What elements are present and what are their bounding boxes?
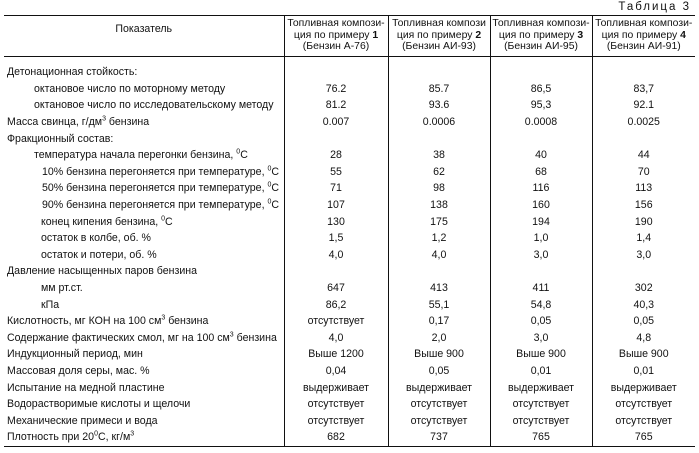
table-caption: Таблица 3 [618, 1, 691, 13]
value-cell-example-3: выдерживает [490, 380, 592, 397]
table-row [4, 197, 695, 214]
value-cell-example-3: 68 [490, 164, 592, 181]
header-example-number: 1 [372, 29, 379, 41]
value-cell-example-3: 95,3 [490, 98, 592, 115]
header-line2-text: ция по примеру [498, 29, 578, 41]
value-cell-example-4: 190 [592, 214, 695, 231]
value-cell-example-4: 4,8 [592, 330, 695, 347]
value-cell-example-1: отсутствует [284, 313, 388, 330]
table-row [4, 65, 695, 82]
row-label-text: Водорастворимые кислоты и щелочи [7, 398, 191, 411]
value-cell-example-4 [592, 264, 695, 281]
header-line2 [389, 30, 490, 42]
value-cell-example-1: выдерживает [284, 380, 388, 397]
row-label-text: Давление насыщенных паров бензина [7, 265, 198, 278]
header-line3: (Бензин АИ-91) [606, 41, 681, 52]
value-cell-example-2: 85.7 [388, 81, 490, 98]
value-cell-example-3: отсутствует [490, 413, 592, 430]
value-cell-example-3 [490, 264, 592, 281]
value-cell-example-2: 138 [388, 197, 490, 214]
row-label-suffix: C [240, 149, 248, 162]
row-label-text: Фракционный состав: [7, 132, 114, 145]
header-line2-text: ция по примеру [601, 29, 681, 41]
value-cell-example-4: 765 [592, 430, 695, 447]
value-cell-example-4: 0,01 [592, 363, 695, 380]
table-row [4, 380, 695, 397]
row-label-suffix: бензина [105, 116, 150, 129]
value-cell-example-3: 116 [490, 181, 592, 198]
value-cell-example-4: отсутствует [592, 413, 695, 430]
value-cell-example-2: 55,1 [388, 297, 490, 314]
row-label [4, 81, 284, 98]
value-cell-example-2 [388, 65, 490, 82]
value-cell-example-1: отсутствует [284, 413, 388, 430]
value-cell-example-1: 130 [284, 214, 388, 231]
row-label-text: Испытание на медной пластине [7, 381, 165, 394]
row-label-text: остаток и потери, об. % [41, 248, 157, 261]
value-cell-example-1: 107 [284, 197, 388, 214]
value-cell-example-2: 413 [388, 280, 490, 297]
value-cell-example-1: 1,5 [284, 230, 388, 247]
header-line2 [491, 30, 592, 42]
table-row [4, 413, 695, 430]
value-cell-example-3: 0,05 [490, 313, 592, 330]
row-label [4, 247, 284, 264]
row-label-superscript: 0 [94, 430, 98, 438]
row-label-text: температура начала перегонки бензина, [34, 149, 237, 162]
header-example-number: 2 [475, 29, 482, 41]
value-cell-example-4: Выше 900 [592, 347, 695, 364]
header-line3: (Бензин АИ-93) [402, 41, 476, 52]
value-cell-example-3 [490, 131, 592, 148]
row-label-text: Масса свинца, г/дм [7, 116, 103, 129]
row-label-text: Механические примеси и вода [7, 414, 158, 427]
row-label-suffix: бензина [233, 331, 277, 344]
row-label-text: Плотность при 20 [7, 431, 95, 444]
value-cell-example-2: 4,0 [388, 247, 490, 264]
value-cell-example-4: 3,0 [592, 247, 695, 264]
row-label-text: Массовая доля серы, мас. % [7, 364, 150, 377]
row-label [4, 396, 284, 413]
spacer-cell [4, 56, 284, 65]
value-cell-example-4: 92.1 [592, 98, 695, 115]
value-cell-example-2: выдерживает [388, 380, 490, 397]
value-cell-example-3: 86,5 [490, 81, 592, 98]
row-label [4, 363, 284, 380]
row-label-text: Детонационная стойкость: [7, 66, 138, 79]
value-cell-example-2: 38 [388, 147, 490, 164]
value-cell-example-4: 0.0025 [592, 114, 695, 131]
data-table [4, 15, 695, 447]
row-label-text: остаток в колбе, об. % [41, 232, 151, 245]
row-label-suffix: C [165, 215, 173, 228]
row-label-superscript: 0 [161, 215, 166, 223]
value-cell-example-1: 0,04 [284, 363, 388, 380]
row-label-superscript: 3 [161, 314, 166, 322]
table-row [4, 347, 695, 364]
row-label-suffix: C [271, 165, 280, 178]
row-label [4, 114, 284, 131]
value-cell-example-2: 0,05 [388, 363, 490, 380]
row-label-suffix: С, кг/м [97, 431, 131, 444]
value-cell-example-3: 40 [490, 147, 592, 164]
spacer-cell [592, 56, 695, 65]
table-row [4, 280, 695, 297]
table-row [4, 430, 695, 447]
header-line1: Топливная компози- [287, 18, 385, 29]
value-cell-example-2 [388, 131, 490, 148]
value-cell-example-1 [284, 131, 388, 148]
value-cell-example-1: 28 [284, 147, 388, 164]
table-row [4, 147, 695, 164]
row-label-suffix: бензина [165, 315, 209, 328]
spacer-cell [490, 56, 592, 65]
row-label-superscript: 0 [236, 148, 241, 156]
row-label-text: мм рт.ст. [41, 282, 83, 295]
header-line1: Топливная компози- [492, 18, 590, 29]
row-label-suffix: C [271, 182, 280, 195]
value-cell-example-2: 62 [388, 164, 490, 181]
row-label-text: 50% бензина перегоняется при температуре, [42, 182, 268, 195]
header-indicator: Показатель [4, 16, 284, 57]
value-cell-example-1: 55 [284, 164, 388, 181]
table-row [4, 313, 695, 330]
value-cell-example-3: отсутствует [490, 396, 592, 413]
value-cell-example-4 [592, 131, 695, 148]
table-row [4, 363, 695, 380]
value-cell-example-1: 0.007 [284, 114, 388, 131]
row-label-text: 90% бензина перегоняется при температуре, [42, 199, 268, 212]
value-cell-example-2: 0.0006 [388, 114, 490, 131]
row-label [4, 280, 284, 297]
header-column-4 [592, 16, 695, 57]
row-label-superscript: 0 [267, 165, 272, 173]
value-cell-example-3: 160 [490, 197, 592, 214]
value-cell-example-2 [388, 264, 490, 281]
table-row [4, 396, 695, 413]
row-label-superscript: 0 [267, 181, 272, 189]
value-cell-example-3: 3,0 [490, 330, 592, 347]
table-row [4, 247, 695, 264]
value-cell-example-3: 0.0008 [490, 114, 592, 131]
value-cell-example-1 [284, 264, 388, 281]
row-label-superscript: 0 [267, 198, 272, 206]
table-row [4, 264, 695, 281]
row-label [4, 65, 284, 82]
value-cell-example-3: 411 [490, 280, 592, 297]
table-row [4, 214, 695, 231]
value-cell-example-4: выдерживает [592, 380, 695, 397]
value-cell-example-2: 175 [388, 214, 490, 231]
value-cell-example-4: 156 [592, 197, 695, 214]
table-body [4, 56, 695, 447]
spacer-row [4, 56, 695, 65]
row-label [4, 147, 284, 164]
row-label [4, 330, 284, 347]
header-column-2 [388, 16, 490, 57]
value-cell-example-4: отсутствует [592, 396, 695, 413]
value-cell-example-3: 1,0 [490, 230, 592, 247]
header-line2 [285, 30, 388, 42]
row-label [4, 131, 284, 148]
row-label-superscript: 3 [130, 430, 135, 438]
row-label-superscript: 3 [229, 331, 234, 339]
value-cell-example-1: 81.2 [284, 98, 388, 115]
table-row [4, 181, 695, 198]
value-cell-example-4: 113 [592, 181, 695, 198]
row-label [4, 230, 284, 247]
table-row [4, 330, 695, 347]
value-cell-example-1: 86,2 [284, 297, 388, 314]
value-cell-example-1: 4,0 [284, 247, 388, 264]
value-cell-example-2: отсутствует [388, 413, 490, 430]
row-label [4, 98, 284, 115]
header-line2-text: ция по примеру [293, 29, 373, 41]
value-cell-example-4: 70 [592, 164, 695, 181]
value-cell-example-4: 0,05 [592, 313, 695, 330]
value-cell-example-2: 93.6 [388, 98, 490, 115]
value-cell-example-4: 40,3 [592, 297, 695, 314]
value-cell-example-3: 765 [490, 430, 592, 447]
row-label [4, 214, 284, 231]
row-label-text: октановое число по моторному методу [34, 82, 226, 95]
value-cell-example-3 [490, 65, 592, 82]
value-cell-example-3: 194 [490, 214, 592, 231]
row-label-text: октановое число по исследовательскому методу [34, 99, 274, 112]
header-line3: (Бензин А-76) [302, 41, 370, 52]
row-label-text: 10% бензина перегоняется при температуре, [42, 165, 268, 178]
value-cell-example-2: 737 [388, 430, 490, 447]
row-label [4, 347, 284, 364]
row-label [4, 197, 284, 214]
value-cell-example-4 [592, 65, 695, 82]
value-cell-example-1: 682 [284, 430, 388, 447]
value-cell-example-1: 4,0 [284, 330, 388, 347]
spacer-cell [388, 56, 490, 65]
value-cell-example-4: 1,4 [592, 230, 695, 247]
value-cell-example-2: Выше 900 [388, 347, 490, 364]
value-cell-example-3: 54,8 [490, 297, 592, 314]
value-cell-example-1: Выше 1200 [284, 347, 388, 364]
value-cell-example-1: 71 [284, 181, 388, 198]
row-label [4, 430, 284, 447]
table-header-row [4, 16, 695, 57]
row-label-text: конец кипения бензина, [41, 215, 162, 228]
row-label-suffix: C [271, 199, 280, 212]
row-label [4, 181, 284, 198]
table-row [4, 98, 695, 115]
row-label [4, 264, 284, 281]
value-cell-example-1 [284, 65, 388, 82]
value-cell-example-3: 3,0 [490, 247, 592, 264]
row-label [4, 413, 284, 430]
table-row [4, 297, 695, 314]
header-column-3 [490, 16, 592, 57]
value-cell-example-4: 302 [592, 280, 695, 297]
table-row [4, 230, 695, 247]
value-cell-example-2: 98 [388, 181, 490, 198]
table-row [4, 164, 695, 181]
table-row [4, 114, 695, 131]
value-cell-example-2: 2,0 [388, 330, 490, 347]
value-cell-example-3: 0,01 [490, 363, 592, 380]
table-row [4, 131, 695, 148]
row-label-text: Содержание фактических смол, мг на 100 см [7, 331, 230, 344]
value-cell-example-3: Выше 900 [490, 347, 592, 364]
header-line2-text: ция по примеру [396, 29, 476, 41]
header-line3: (Бензин АИ-95) [504, 41, 578, 52]
header-column-1 [284, 16, 388, 57]
row-label-text: кПа [41, 298, 60, 311]
header-example-number: 3 [577, 29, 584, 41]
table-row [4, 81, 695, 98]
value-cell-example-4: 83,7 [592, 81, 695, 98]
row-label [4, 313, 284, 330]
row-label-text: Индукционный период, мин [7, 348, 143, 361]
value-cell-example-1: 76.2 [284, 81, 388, 98]
value-cell-example-1: отсутствует [284, 396, 388, 413]
header-line1: Топливная компози- [595, 18, 693, 29]
value-cell-example-2: отсутствует [388, 396, 490, 413]
row-label [4, 380, 284, 397]
value-cell-example-2: 0,17 [388, 313, 490, 330]
value-cell-example-4: 44 [592, 147, 695, 164]
spacer-cell [284, 56, 388, 65]
row-label [4, 297, 284, 314]
header-line1: Топливная компози [392, 18, 486, 29]
header-example-number: 4 [680, 29, 686, 41]
row-label [4, 164, 284, 181]
value-cell-example-1: 647 [284, 280, 388, 297]
header-line2 [593, 30, 696, 42]
row-label-superscript: 3 [102, 115, 106, 123]
row-label-text: Кислотность, мг КОН на 100 см [7, 315, 162, 328]
value-cell-example-2: 1,2 [388, 230, 490, 247]
